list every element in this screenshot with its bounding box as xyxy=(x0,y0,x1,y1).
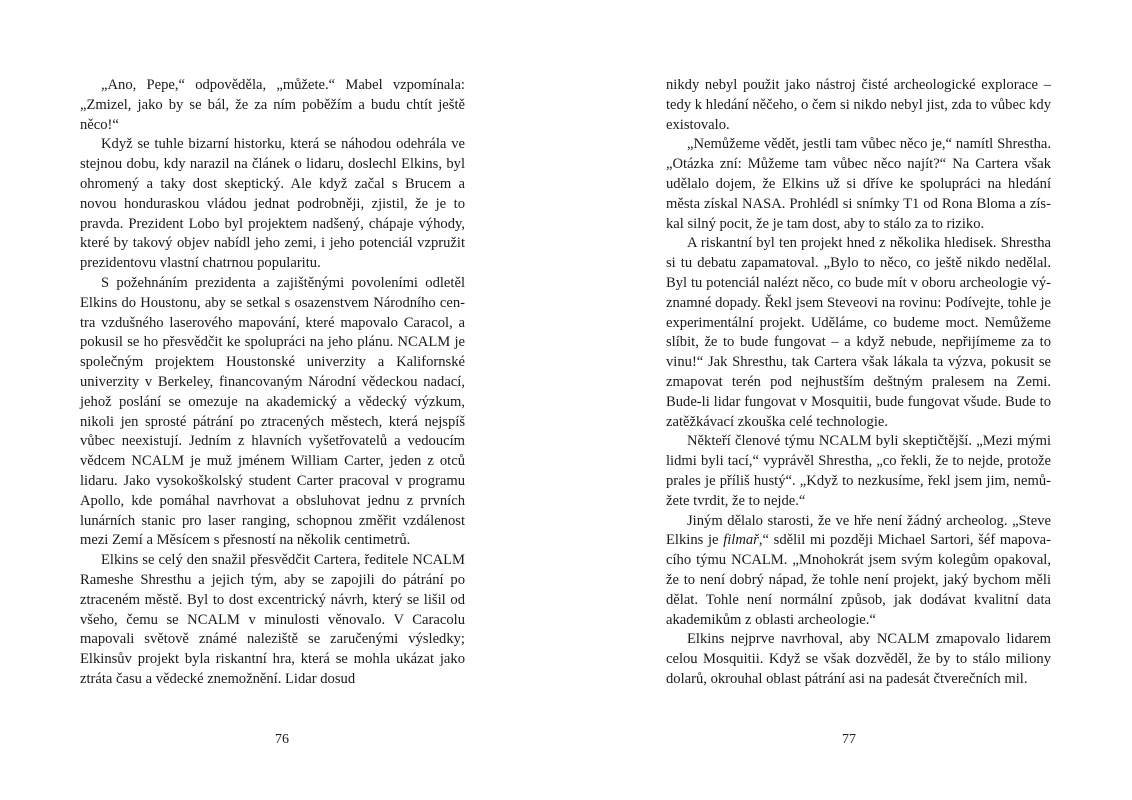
paragraph: Když se tuhle bizarní historku, která se náhodou odehrála ve stejnou dobu, kdy narazil na článek o lidaru, doslechl Elkins, byl ohromený a taky dost skeptický. Ale když začal s Brucem a novou honduraskou vládou jednat podrobněji, zjistil, že je to pravda. Prezident Lobo byl projektem nadšený, chápaje výhody, které by takový objev nabídl jeho zemi, i jeho potenciál vzpružit prezidentovu vlastní chatrnou popularitu. xyxy=(80,136,465,272)
paragraph-text: Jiným dělalo starosti, že ve hře není žádný archeolog. „Steve Elkins je xyxy=(666,512,1051,549)
page-number-right: 77 xyxy=(842,732,856,747)
paragraph xyxy=(666,512,1051,631)
right-page xyxy=(666,76,1051,776)
paragraph: Elkins se celý den snažil přesvědčit Cartera, ředitele NCALM Rameshe Shresthu a jejich tým, aby se zapojili do pátrání po ztraceném městě. Byl to dost excentrický návrh, který se lišil od všeho, čemu se NCALM v minulosti věnovalo. V Caracolu mapovali světově známé naleziště se zaručenými výsledky; Elkinsův projekt byla riskantní hra, která se mohla ukázat jako ztráta času a vědecké znemožnění. Lidar dosud xyxy=(80,552,465,687)
paragraph: S požehnáním prezidenta a zajištěnými povoleními odletěl Elkins do Houstonu, aby se setkal s osazenstvem Národního centra vzdušného laserového mapování, které mapovalo Caracol, a pokusil se ho přesvědčit ke spolupráci na jeho plánu. NCALM je společným projektem Houstonské univerzity a Kalifornské univerzity v Berkeley, financovaným Národní vědeckou nadací, jehož poslání se omezuje na akademický a vědecký výzkum, nikoli jen sprosté pátrání po ztracených městech, která nejspíš vůbec neexistují. Jedním z hlavních vyšetřovatelů a vedoucím vědcem NCALM je muž jménem William Carter, jeden z otců lidaru. Jako vysokoškolský student Carter pracoval v programu Apollo, kde pomáhal navrhovat a obsluhovat jednu z prvních lunárních stanic pro laser ranging, schopnou změřit vzdálenost mezi Zemí a Měsícem s přesností na několik centimetrů. xyxy=(80,274,465,549)
paragraph-text: ,“ sdělil mi později Michael Sartori, šéf mapovacího týmu NCALM. „Mnohokrát jsem svým kolegům opakoval, že to není dobrý nápad, že tohle není projekt, jaký bychom měli dělat. Tohle není normální způsob, jak dodávat kvalitní data akademikům z oblasti archeologie.“ xyxy=(666,532,1051,628)
paragraph: „Ano, Pepe,“ odpověděla, „můžete.“ Mabel vzpomínala: „Zmizel, jako by se bál, že za ním poběžím a budu chtít ještě něco!“ xyxy=(80,77,465,133)
paragraph: nikdy nebyl použit jako nástroj čisté archeologické explorace – tedy k hledání něčeho, o čem si nikdo nebyl jist, zda to vůbec kdy existovalo. xyxy=(666,77,1051,133)
emphasized-word: filmař xyxy=(723,532,759,549)
paragraph: Někteří členové týmu NCALM byli skeptičtější. „Mezi mými lidmi byli tací,“ vyprávěl Shrestha, „co řekli, že to nejde, protože prales je příliš hustý“. „Když to nezkusíme, řekl jsem jim, nemůžete tvrdit, že to nejde.“ xyxy=(666,433,1051,509)
left-page xyxy=(80,76,465,776)
page-number-left: 76 xyxy=(275,732,289,747)
paragraph: Elkins nejprve navrhoval, aby NCALM zmapovalo lidarem celou Mosquitii. Když se však dozvěděl, že by to stálo miliony dolarů, okrouhal oblast pátrání asi na padesát čtverečních mil. xyxy=(666,631,1051,687)
paragraph: „Nemůžeme vědět, jestli tam vůbec něco je,“ namítl Shrestha. „Otázka zní: Můžeme tam vůbec něco najít?“ Na Cartera však udělalo dojem, že Elkins už si dříve ke spolupráci na hledání města získal NASA. Prohlédl si snímky T1 od Rona Bloma a získal silný pocit, že je tam dost, aby to stálo za to riziko. xyxy=(666,136,1051,232)
paragraph: A riskantní byl ten projekt hned z několika hledisek. Shrestha si tu debatu zapamatoval. „Bylo to něco, co ještě nikdo nedělal. Byl tu potenciál nalézt něco, co bude mít v oboru archeologie významné dopady. Řekl jsem Steveovi na rovinu: Podívejte, tohle je experimentální projekt. Uděláme, co budeme moct. Nemůžeme slíbit, že to bude fungovat – a když nebude, nepřijímeme za to vinu!“ Jak Shresthu, tak Cartera však lákala ta výzva, pokusit se zmapovat terén pod nejhustším deštným pralesem na Zemi. Bude-li lidar fungovat v Mosquitii, bude fungovat všude. Bude to zatěžkávací zkouška celé technologie. xyxy=(666,235,1051,430)
